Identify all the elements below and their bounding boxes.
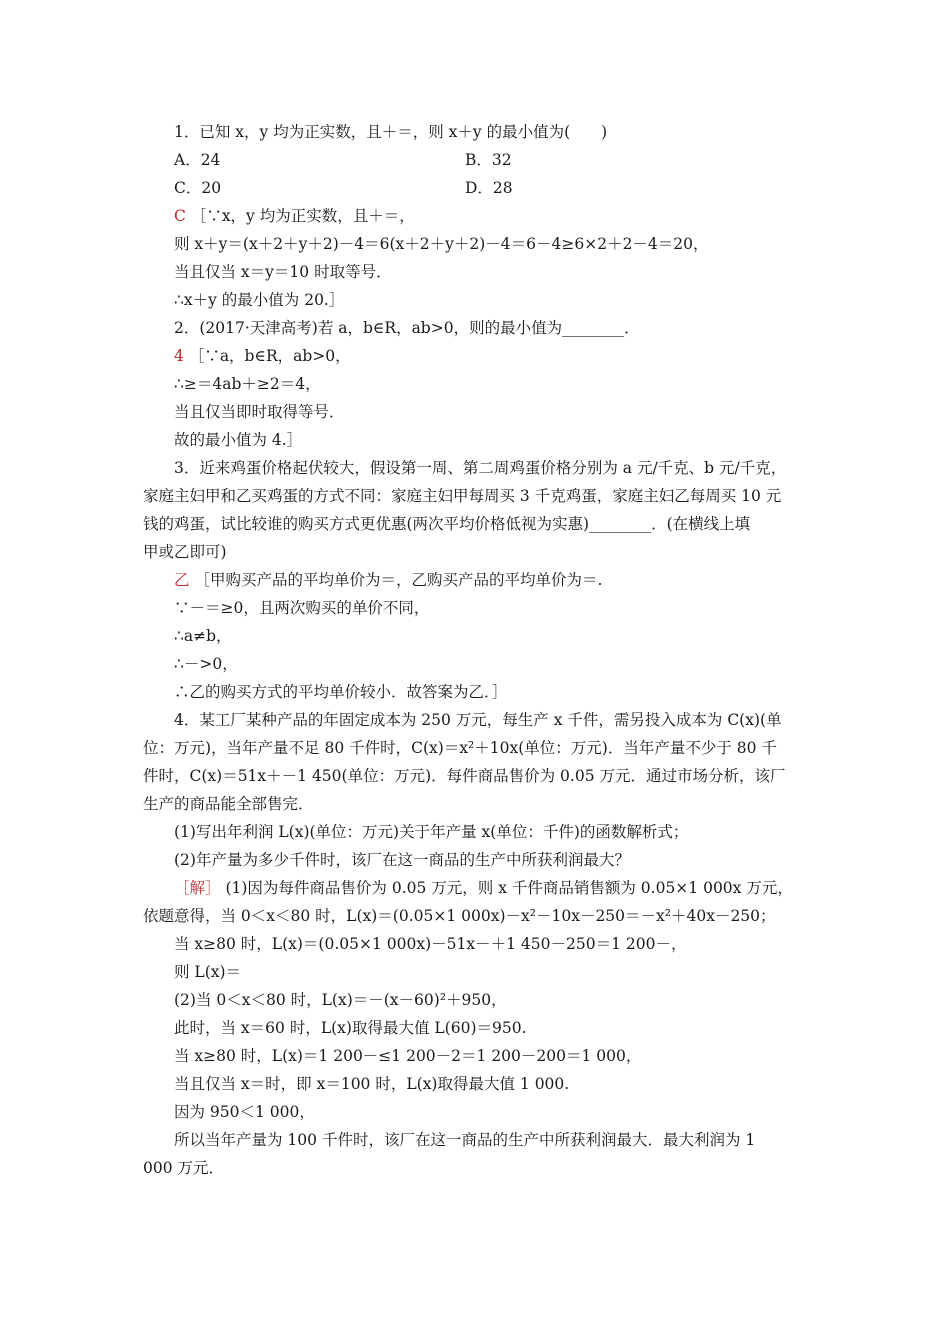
q4-solution-line-9: 因为 950＜1 000，	[174, 1103, 315, 1121]
q4-stem-line-4: 生产的商品能全部售完．	[143, 795, 314, 813]
q3-stem-line-2: 家庭主妇甲和乙买鸡蛋的方式不同：家庭主妇甲每周买 3 千克鸡蛋，家庭主妇乙每周买 10 元	[143, 487, 782, 505]
q3-solution-line-4: ∴－>0，	[174, 655, 238, 673]
q1-option-b: B．32	[465, 151, 512, 169]
q3-answer-text: ［甲购买产品的平均单价为＝，乙购买产品的平均单价为＝.	[194, 571, 603, 589]
q3-answer-word: 乙	[174, 571, 190, 589]
q1-solution-line-4: ∴x＋y 的最小值为 20.］	[174, 291, 345, 309]
q1-option-a: A．24	[174, 151, 221, 169]
q2-solution-line-3: 当且仅当即时取得等号．	[174, 403, 345, 421]
q1-answer-text: ［∵x，y 均为正实数，且＋＝，	[190, 207, 415, 225]
q1-answer-letter: C	[174, 207, 186, 225]
q4-solution-line-3: 当 x≥80 时，L(x)＝(0.05×1 000x)－51x－＋1 450－250＝1 200－，	[174, 935, 687, 953]
q3-solution-line-3: ∴a≠b，	[174, 627, 232, 645]
q3-solution-line-2: ∵－＝≥0，且两次购买的单价不同，	[174, 599, 430, 617]
q2-answer-line	[174, 346, 351, 366]
q1-answer-line	[174, 206, 415, 226]
q4-solution-line-7: 当 x≥80 时，L(x)＝1 200－≤1 200－2＝1 200－200＝1 000，	[174, 1047, 642, 1065]
q4-part-1: (1)写出年利润 L(x)(单位：万元)关于年产量 x(单位：千件)的函数解析式；	[174, 823, 689, 841]
q2-stem: 2．(2017·天津高考)若 a，b∈R，ab>0，则的最小值为________．	[174, 319, 640, 337]
q4-solution-line-11: 000 万元．	[143, 1159, 225, 1177]
q4-solution-text: (1)因为每件商品售价为 0.05 万元，则 x 千件商品销售额为 0.05×1 000x 万元，	[225, 879, 793, 897]
q4-solution-line-1	[174, 878, 793, 898]
q1-option-d: D．28	[465, 179, 513, 197]
q3-answer-line	[174, 570, 602, 590]
q4-solution-tag: ［解］	[174, 879, 221, 897]
q1-solution-line-3: 当且仅当 x＝y＝10 时取等号．	[174, 263, 392, 281]
q4-solution-line-8: 当且仅当 x＝时，即 x＝100 时，L(x)取得最大值 1 000.	[174, 1075, 570, 1093]
q2-solution-line-2: ∴≥＝4ab＋≥2＝4，	[174, 375, 321, 393]
q4-solution-line-5: (2)当 0＜x＜80 时，L(x)＝－(x－60)²＋950，	[174, 991, 507, 1009]
q4-stem-line-2: 位：万元)，当年产量不足 80 千件时，C(x)＝x²＋10x(单位：万元)．当年产量不少于 80 千	[143, 739, 777, 757]
q4-solution-line-2: 依题意得，当 0＜x＜80 时，L(x)＝(0.05×1 000x)－x²－10x－250＝－x²＋40x－250；	[143, 907, 776, 925]
q4-solution-line-4: 则 L(x)＝	[174, 963, 242, 981]
q3-stem-line-3: 钱的鸡蛋，试比较谁的购买方式更优惠(两次平均价格低视为实惠)________．(在横线上填	[143, 515, 751, 533]
q1-option-c: C．20	[174, 179, 222, 197]
q4-part-2: (2)年产量为多少千件时，该厂在这一商品的生产中所获利润最大？	[174, 851, 630, 869]
q3-stem-line-1: 3．近来鸡蛋价格起伏较大，假设第一周、第二周鸡蛋价格分别为 a 元/千克、b 元/千克，	[174, 459, 787, 477]
q4-stem-line-3: 件时，C(x)＝51x＋－1 450(单位：万元)．每件商品售价为 0.05 万元．通过市场分析，该厂	[143, 767, 786, 785]
q4-solution-line-10: 所以当年产量为 100 千件时，该厂在这一商品的生产中所获利润最大．最大利润为 1	[174, 1131, 756, 1149]
q2-answer-text: ［∵a，b∈R，ab>0，	[188, 347, 351, 365]
q1-stem: 1．已知 x，y 均为正实数，且＋＝，则 x＋y 的最小值为( )	[174, 123, 608, 141]
q3-stem-line-4: 甲或乙即可)	[143, 543, 227, 561]
q3-solution-line-5: ∴乙的购买方式的平均单价较小．故答案为乙．］	[174, 683, 508, 701]
q4-stem-line-1: 4．某工厂某种产品的年固定成本为 250 万元，每生产 x 千件，需另投入成本为 C(x)(单	[174, 711, 782, 729]
q1-solution-line-2: 则 x＋y＝(x＋2＋y＋2)－4＝6(x＋2＋y＋2)－4＝6－4≥6×2＋2－4＝20，	[174, 235, 709, 253]
q2-solution-line-4: 故的最小值为 4.］	[174, 431, 303, 449]
q4-solution-line-6: 此时，当 x＝60 时，L(x)取得最大值 L(60)＝950.	[174, 1019, 527, 1037]
q2-answer-number: 4	[174, 347, 184, 365]
